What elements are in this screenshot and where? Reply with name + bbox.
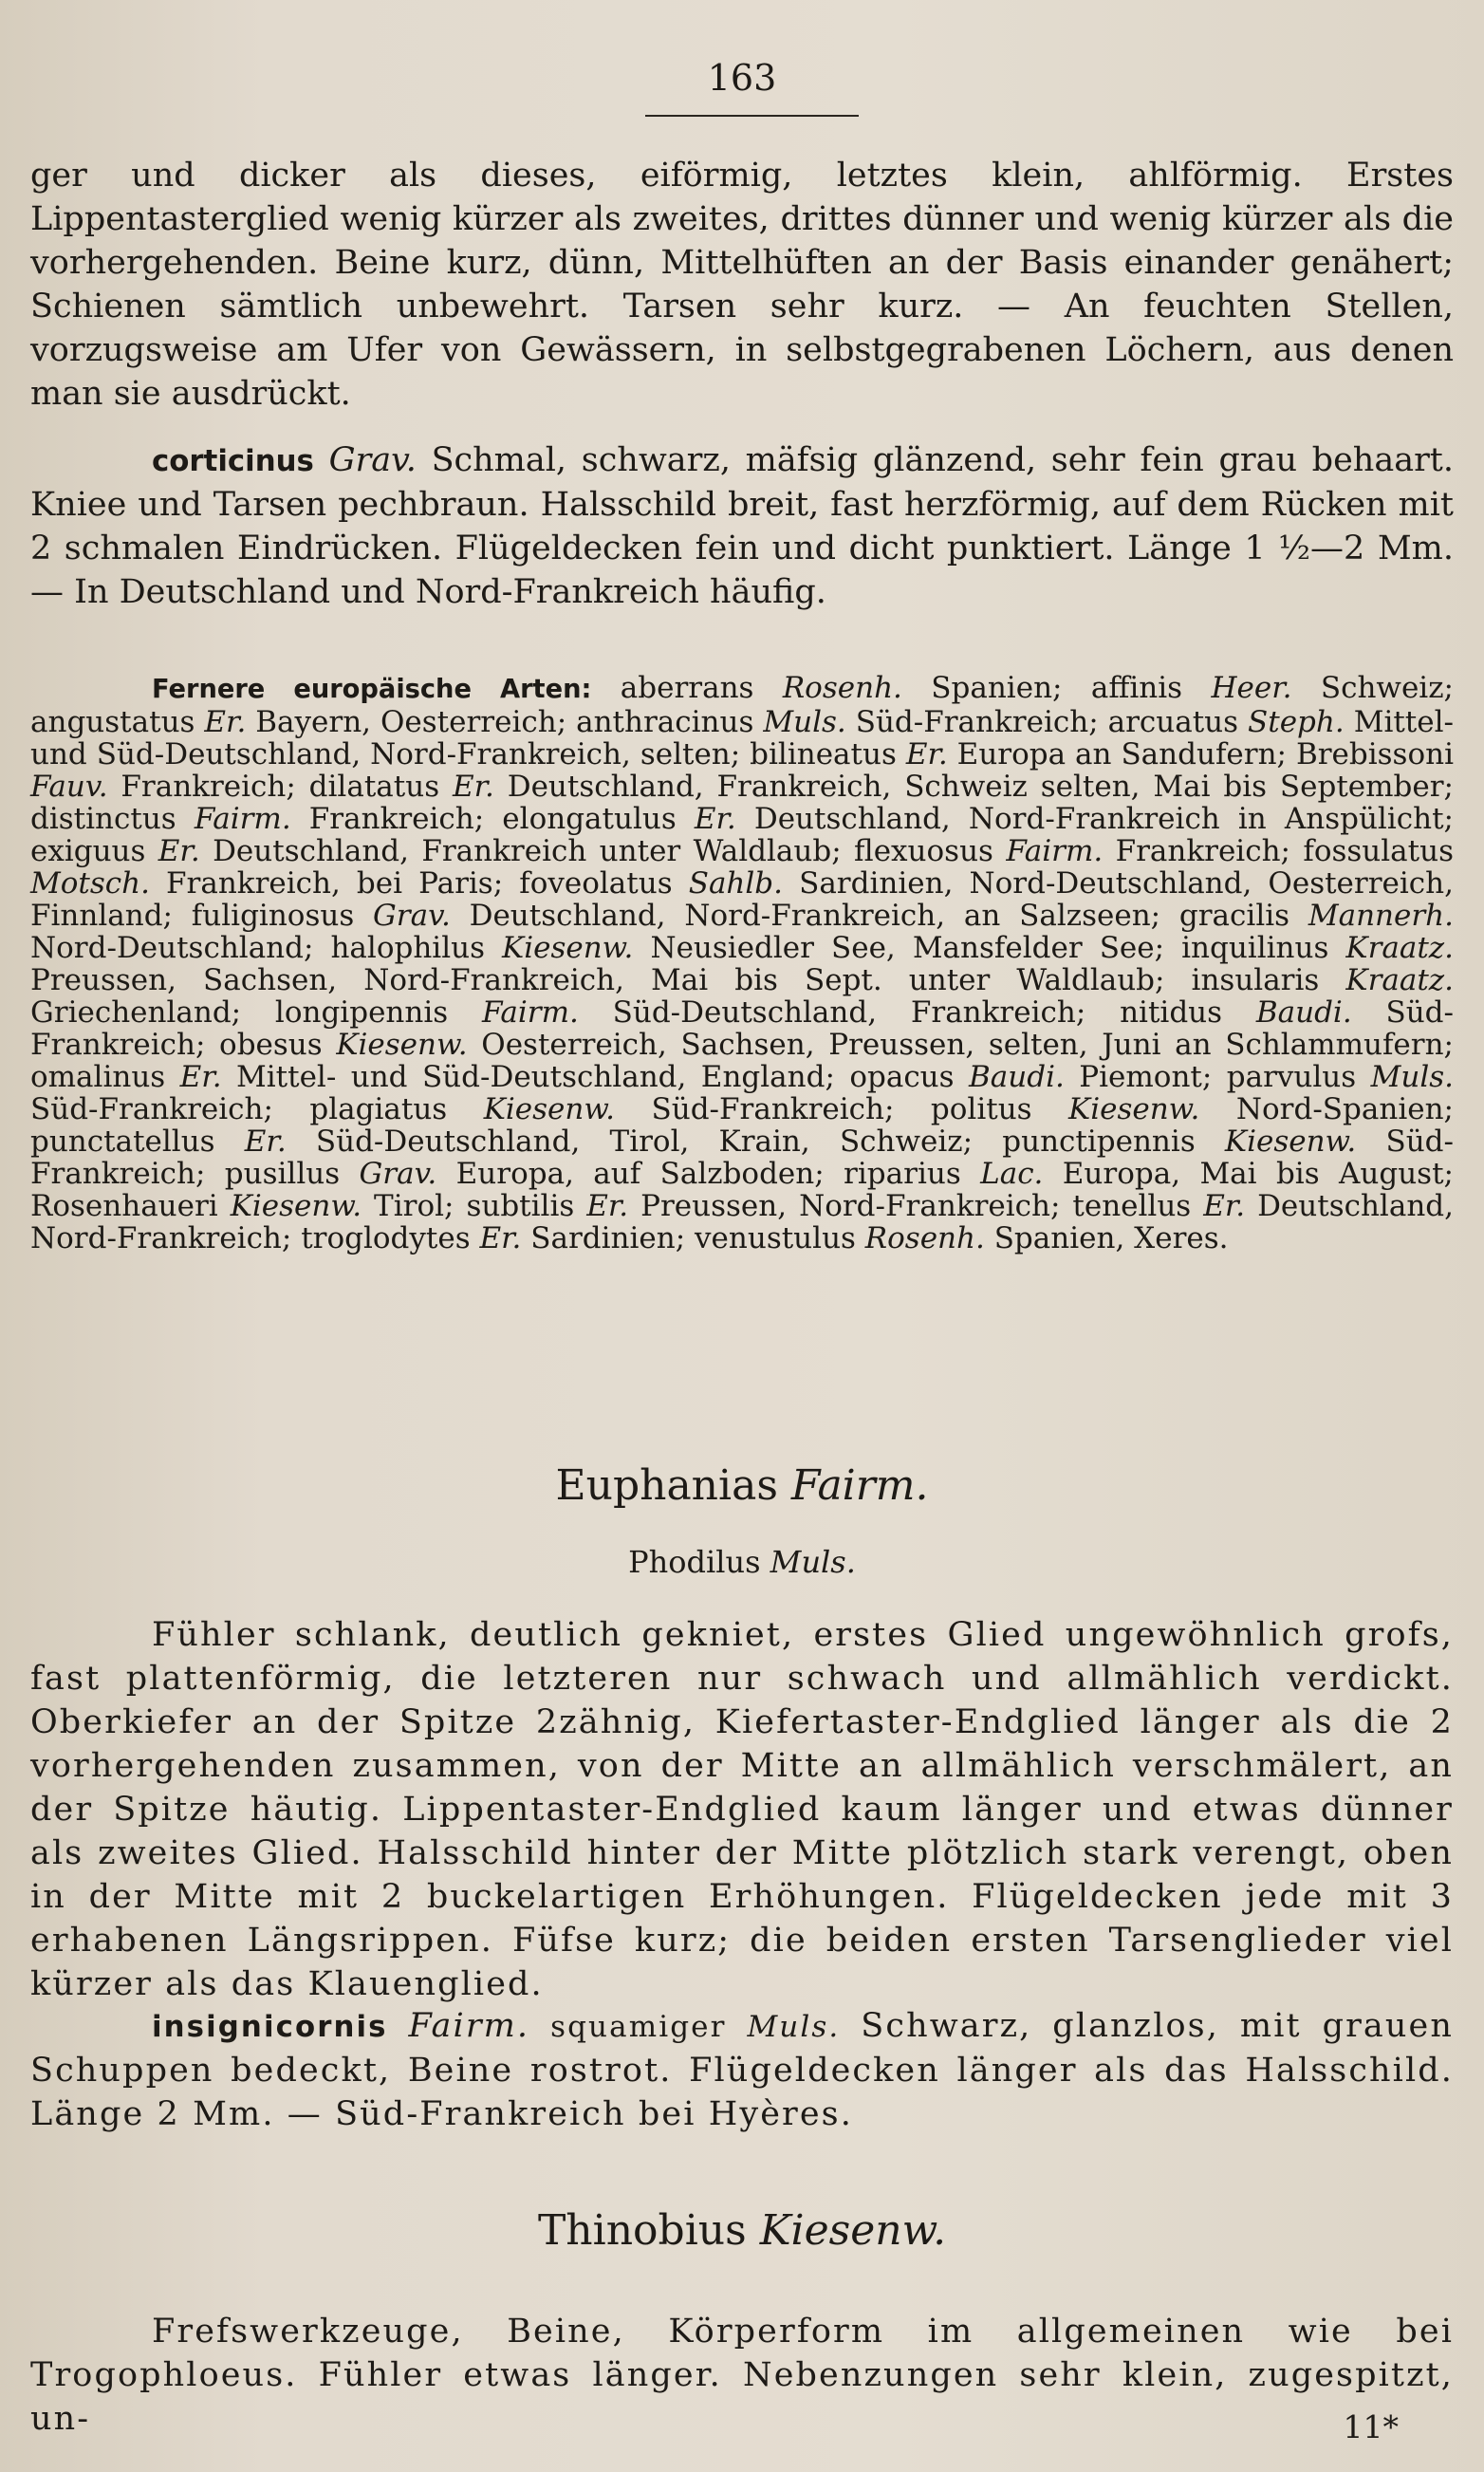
- list-text: Mittel- und Süd-Deutschland, England; opacus: [221, 1060, 969, 1094]
- author-abbrev: Kraatz.: [1345, 931, 1454, 965]
- author-abbrev: Er.: [479, 1221, 522, 1255]
- author-abbrev: Er.: [179, 1060, 222, 1094]
- synonym-name: Phodilus: [628, 1544, 761, 1580]
- author-abbrev: Er.: [1203, 1189, 1246, 1223]
- genus-heading-euphanias: [0, 1461, 1484, 1510]
- corticinus-description: Schmal, schwarz, mäfsig glänzend, sehr fein grau behaart. Kniee und Tarsen pechbraun. Halsschild breit, fast herzförmig, auf dem Rücken mit 2 schmalen Eindrücken. Flügeldecken fein und dicht punktiert. Länge 1 ½—2 Mm. — In Deutschland und Nord-Frankreich häufig.: [30, 441, 1454, 611]
- list-text: Deutschland, Nord-Frankreich in Anspülicht; exiguus: [30, 802, 1454, 868]
- list-text: Piemont; parvulus: [1064, 1060, 1371, 1094]
- author-abbrev: Er.: [158, 834, 200, 868]
- list-text: Süd-Frankreich; plagiatus: [30, 1092, 484, 1126]
- species-name: insignicornis: [152, 2010, 388, 2044]
- list-text: Deutschland, Frankreich unter Waldlaub; flexuosus: [199, 834, 1007, 868]
- species-author: Grav.: [328, 441, 417, 479]
- list-text: Frankreich; dilatatus: [107, 770, 453, 804]
- other-species-block: [30, 672, 1454, 1255]
- author-abbrev: Er.: [244, 1124, 287, 1159]
- author-abbrev: Motsch.: [30, 866, 150, 901]
- author-abbrev: Fauv.: [30, 770, 108, 804]
- list-text: Deutschland, Nord-Frankreich, an Salzseen; gracilis: [450, 899, 1308, 933]
- intro-paragraph: ger und dicker als dieses, eiförmig, letztes klein, ahlförmig. Erstes Lippentasterglied wenig kürzer als zweites, drittes dünner und wenig kürzer als die vorhergehenden. Beine kurz, dünn, Mittelhüften an der Basis einander genähert; Schienen sämtlich unbewehrt. Tarsen sehr kurz. — An feuchten Stellen, vorzugsweise am Ufer von Gewässern, in selbstgegrabenen Löchern, aus denen man sie ausdrückt.: [30, 157, 1454, 413]
- list-text: Mittel- und Süd-Deutschland, Nord-Frankreich, selten; bilineatus: [30, 705, 1455, 771]
- list-text: Neusiedler See, Mansfelder See; inquilinus: [633, 931, 1346, 965]
- insignicornis-entry: [30, 2004, 1454, 2136]
- author-abbrev: Kiesenw.: [1068, 1092, 1200, 1126]
- author-abbrev: Er.: [204, 705, 247, 739]
- genus-author: Kiesenw.: [759, 2206, 947, 2255]
- list-text: Schweiz; angustatus: [30, 671, 1454, 739]
- insignicornis-description: Schwarz, glanzlos, mit grauen Schuppen bedeckt, Beine rostrot. Flügeldecken länger als das Halsschild. Länge 2 Mm. — Süd-Frankreich bei Hyères.: [30, 2007, 1454, 2133]
- author-abbrev: Heer.: [1211, 671, 1292, 705]
- list-text: Süd-Frankreich; pusillus: [30, 1124, 1454, 1191]
- page-number: 163: [707, 57, 777, 99]
- list-text: Süd-Frankreich; arcuatus: [845, 705, 1249, 739]
- synonym-species-name: squamiger: [550, 2010, 727, 2044]
- author-abbrev: Kiesenw.: [1224, 1124, 1357, 1159]
- author-abbrev: Baudi.: [969, 1060, 1065, 1094]
- genus-heading-thinobius: [0, 2206, 1484, 2255]
- other-species-label: Fernere europäische Arten:: [152, 675, 592, 704]
- other-species-paragraph: [30, 672, 1454, 1255]
- thinobius-block: [30, 2310, 1454, 2441]
- list-text: Nord-Deutschland; halophilus: [30, 931, 503, 965]
- list-text: Preussen, Nord-Frankreich; tenellus: [628, 1189, 1204, 1223]
- author-abbrev: Kiesenw.: [336, 1028, 468, 1062]
- author-abbrev: Baudi.: [1255, 995, 1352, 1030]
- author-abbrev: Kiesenw.: [483, 1092, 616, 1126]
- list-text: Sardinien, Nord-Deutschland, Oesterreich, Finnland; fuliginosus: [30, 866, 1454, 933]
- genus-name: Euphanias: [555, 1461, 778, 1510]
- list-text: Griechenland; longipennis: [30, 995, 482, 1030]
- corticinus-entry: [30, 438, 1454, 614]
- author-abbrev: Kraatz.: [1345, 963, 1454, 997]
- list-text: Süd-Deutschland, Tirol, Krain, Schweiz; punctipennis: [286, 1124, 1225, 1159]
- list-text: Sardinien; venustulus: [521, 1221, 865, 1255]
- author-abbrev: Fairm.: [481, 995, 579, 1030]
- corticinus-paragraph: [30, 438, 1454, 614]
- list-text: Europa an Sandufern; Brebissoni: [947, 737, 1455, 771]
- list-text: Preussen, Sachsen, Nord-Frankreich, Mai bis Sept. unter Waldlaub; insularis: [30, 963, 1346, 997]
- author-abbrev: Kiesenw.: [230, 1189, 362, 1223]
- genus-author: Fairm.: [790, 1461, 929, 1510]
- list-text: Frankreich, bei Paris; foveolatus: [149, 866, 689, 901]
- author-abbrev: Er.: [452, 770, 494, 804]
- author-abbrev: Grav.: [359, 1157, 437, 1191]
- list-text: Bayern, Oesterreich; anthracinus: [246, 705, 764, 739]
- list-text: Süd-Frankreich; obesus: [30, 995, 1454, 1062]
- list-text: Europa, auf Salzboden; riparius: [436, 1157, 981, 1191]
- header-rule: [645, 115, 859, 117]
- author-abbrev: Muls.: [763, 705, 846, 739]
- list-text: Oesterreich, Sachsen, Preussen, selten, Juni an Schlammufern; omalinus: [30, 1028, 1454, 1094]
- author-abbrev: Mannerh.: [1308, 899, 1454, 933]
- list-text: Tirol; subtilis: [362, 1189, 587, 1223]
- author-abbrev: Rosenh.: [864, 1221, 985, 1255]
- list-text: Spanien, Xeres.: [984, 1221, 1229, 1255]
- intro-block: [30, 154, 1454, 416]
- list-text: Süd-Deutschland, Frankreich; nitidus: [578, 995, 1256, 1030]
- insignicornis-paragraph: [30, 2004, 1454, 2136]
- species-author: Fairm.: [408, 2007, 530, 2045]
- list-text: Deutschland, Nord-Frankreich; troglodytes: [30, 1189, 1454, 1255]
- euphanias-description: Fühler schlank, deutlich gekniet, erstes Glied ungewöhnlich grofs, fast plattenförmig, die letzteren nur schwach und allmählich verdickt. Oberkiefer an der Spitze 2zähnig, Kiefertaster-Endglied länger als die 2 vorhergehenden zusammen, von der Mitte an allmählich verschmälert, an der Spitze häutig. Lippentaster-Endglied kaum länger und etwas dünner als zweites Glied. Halsschild hinter der Mitte plötzlich stark verengt, oben in der Mitte mit 2 buckelartigen Erhöhungen. Flügeldecken jede mit 3 erhabenen Längsrippen. Füfse kurz; die beiden ersten Tarsenglieder viel kürzer als das Klauenglied.: [30, 1616, 1454, 2003]
- list-text: Frankreich; elongatulus: [290, 802, 695, 836]
- author-abbrev: Rosenh.: [782, 671, 902, 705]
- synonym-species-author: Muls.: [747, 2010, 841, 2044]
- author-abbrev: Er.: [905, 737, 948, 771]
- euphanias-block: [30, 1613, 1454, 2006]
- species-name: corticinus: [152, 444, 314, 478]
- synonym-heading: [0, 1544, 1484, 1580]
- author-abbrev: Er.: [694, 802, 736, 836]
- author-abbrev: Fairm.: [1006, 834, 1104, 868]
- list-text: Nord-Spanien; punctatellus: [30, 1092, 1454, 1159]
- list-text: Spanien; affinis: [901, 671, 1212, 705]
- author-abbrev: Fairm.: [194, 802, 291, 836]
- author-abbrev: Muls.: [1370, 1060, 1454, 1094]
- author-abbrev: Steph.: [1248, 705, 1345, 739]
- genus-name: Thinobius: [537, 2206, 747, 2255]
- list-text: aberrans: [591, 671, 783, 705]
- synonym-author: Muls.: [770, 1544, 856, 1580]
- author-abbrev: Lac.: [980, 1157, 1044, 1191]
- author-abbrev: Er.: [586, 1189, 629, 1223]
- author-abbrev: Grav.: [373, 899, 451, 933]
- list-text: Frankreich; fossulatus: [1103, 834, 1454, 868]
- list-text: Süd-Frankreich; politus: [615, 1092, 1069, 1126]
- author-abbrev: Kiesenw.: [502, 931, 634, 965]
- list-text: Europa, Mai bis August; Rosenhaueri: [30, 1157, 1454, 1223]
- thinobius-description: Frefswerkzeuge, Beine, Körperform im allgemeinen wie bei Trogophloeus. Fühler etwas länger. Nebenzungen sehr klein, zugespitzt, un-: [30, 2313, 1454, 2438]
- signature-mark: 11*: [1343, 2408, 1399, 2445]
- author-abbrev: Sahlb.: [688, 866, 783, 901]
- list-text: Deutschland, Frankreich, Schweiz selten, Mai bis September; distinctus: [30, 770, 1454, 836]
